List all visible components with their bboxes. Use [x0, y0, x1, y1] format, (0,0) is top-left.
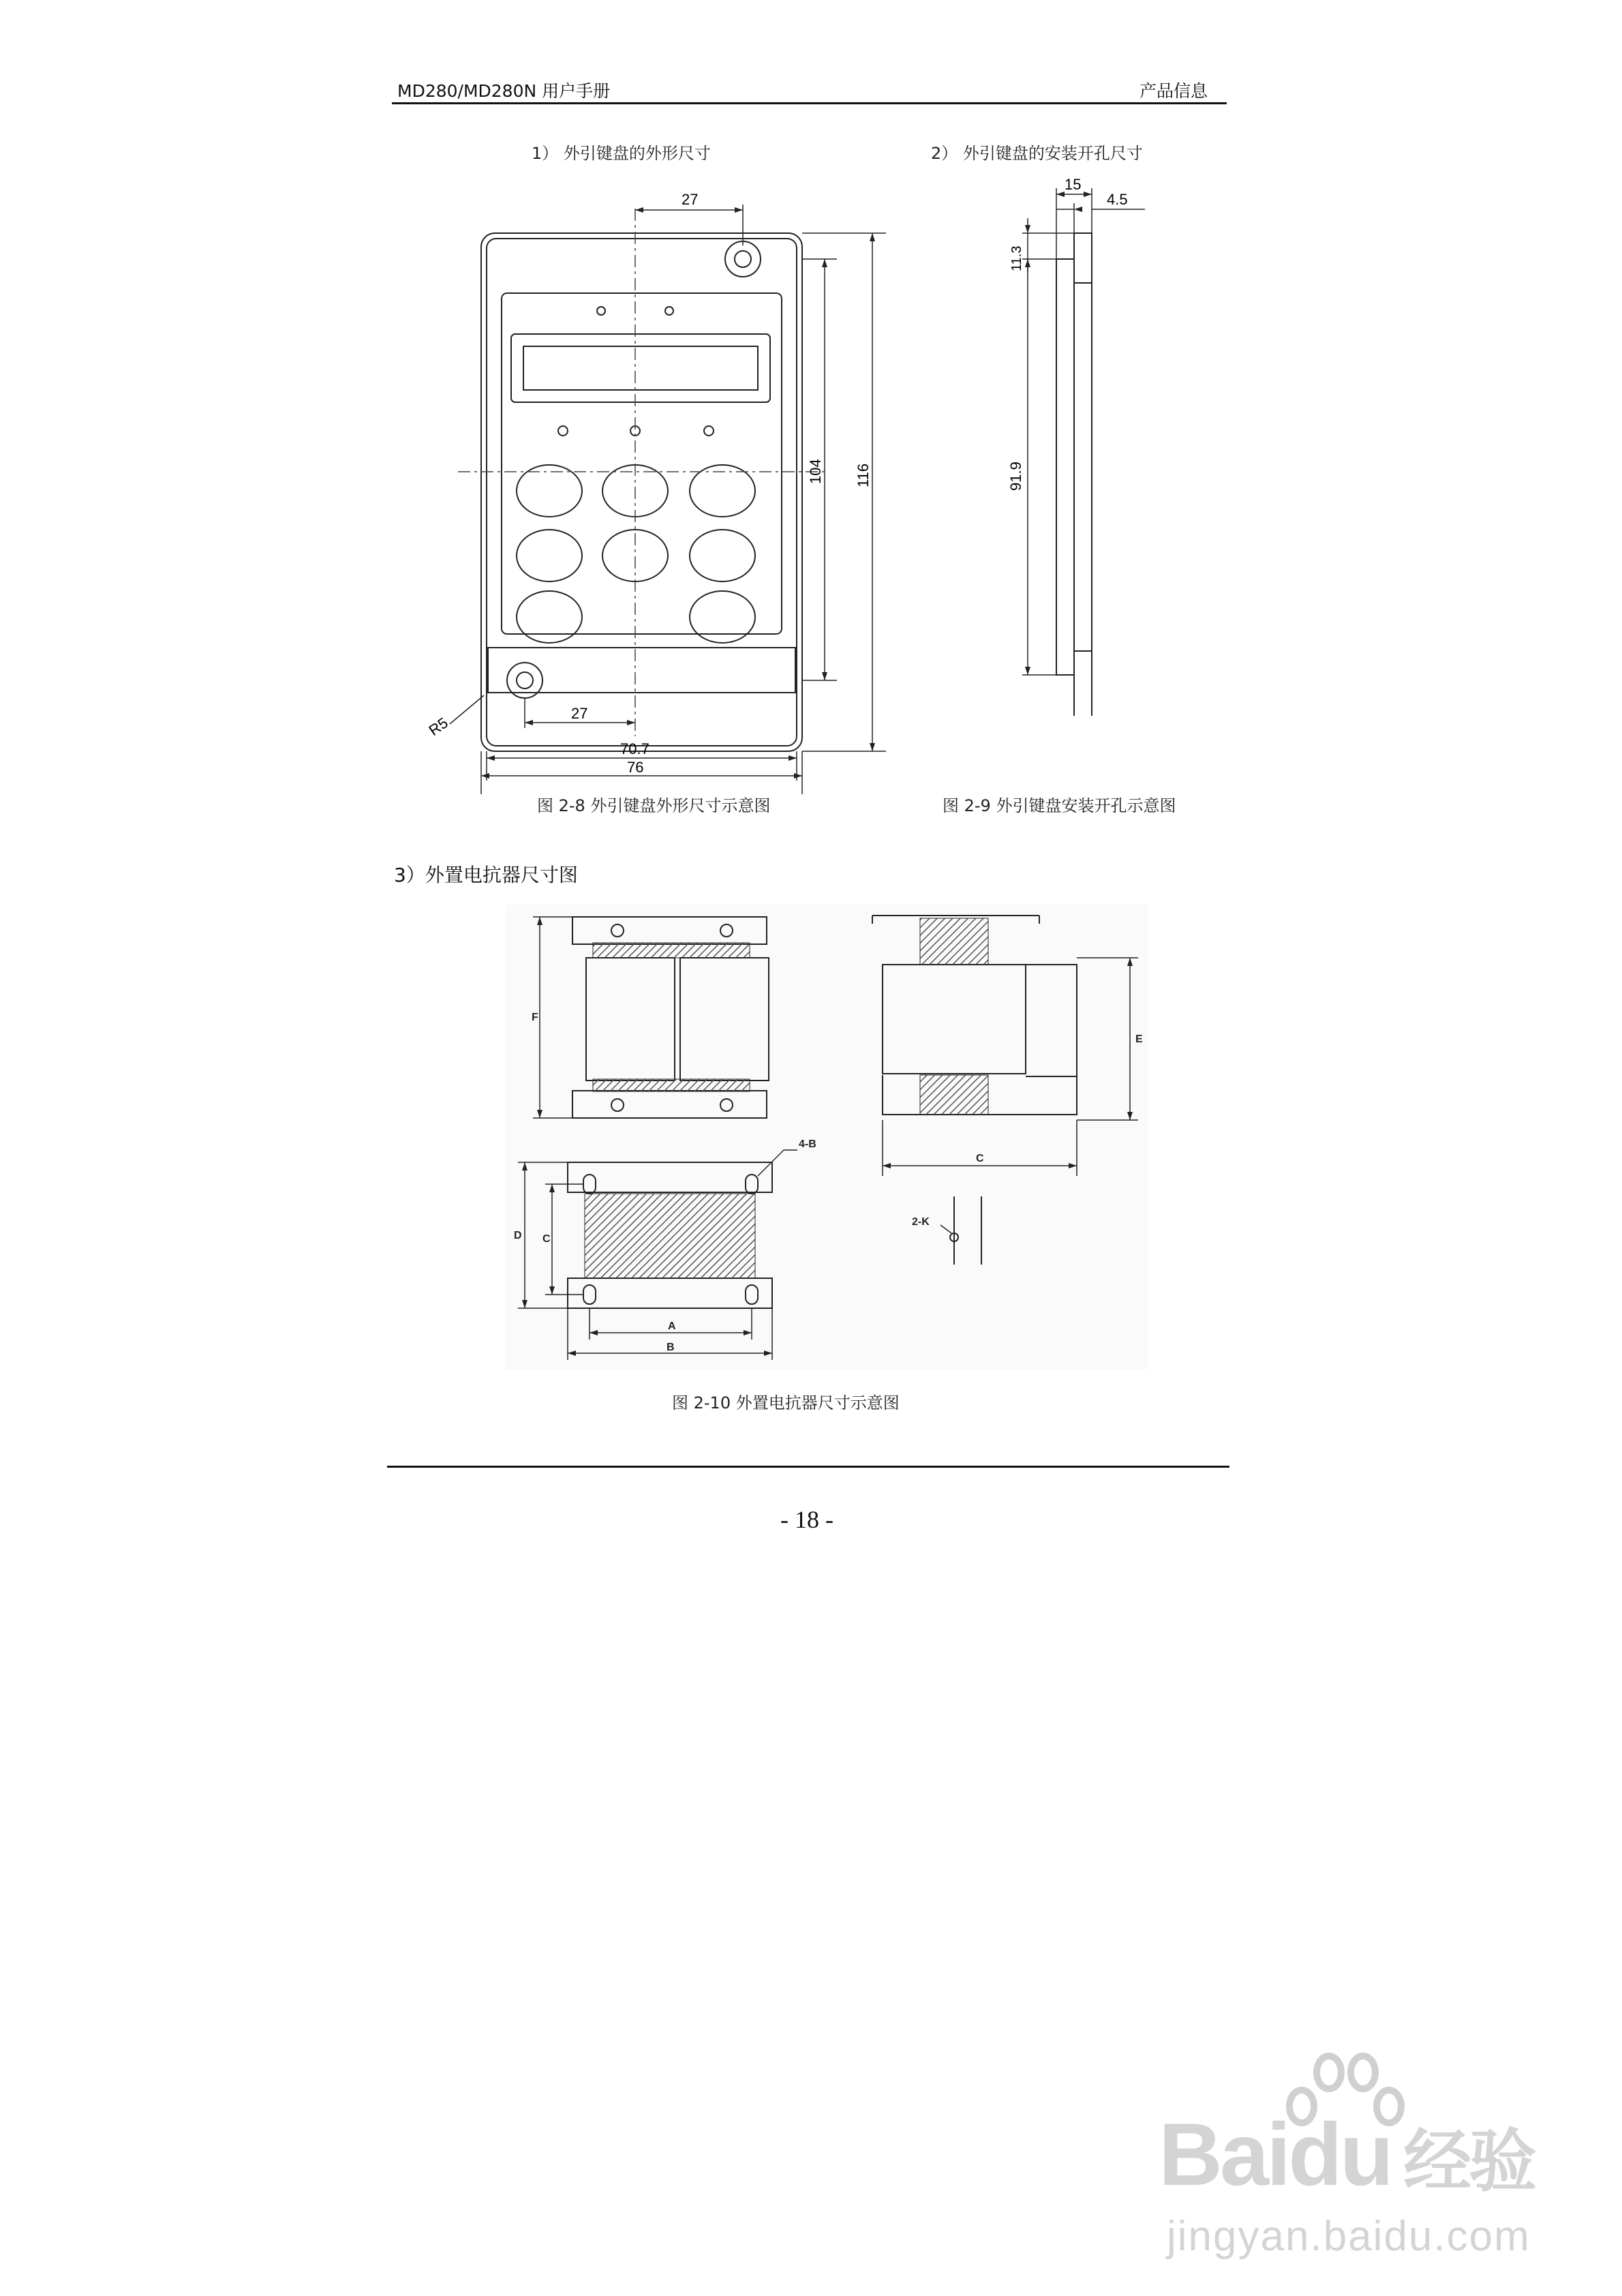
- label-d: D: [514, 1230, 522, 1241]
- dim-15: 15: [1065, 176, 1082, 193]
- header-left: MD280/MD280N 用户手册: [397, 81, 611, 101]
- label-c: C: [542, 1233, 551, 1245]
- page-number: - 18 -: [780, 1506, 833, 1533]
- dim-70-7: 70.7: [620, 740, 649, 757]
- watermark-brand: [1159, 2103, 1534, 2205]
- reactor-dimension-drawing: [504, 903, 1152, 1374]
- label-b: B: [667, 1342, 675, 1353]
- dim-bottom-27: 27: [571, 705, 588, 722]
- label-2k: 2-K: [912, 1216, 930, 1228]
- watermark-brand-cn: 经验: [1403, 2124, 1535, 2200]
- dim-116: 116: [855, 463, 872, 487]
- watermark-url: jingyan.baidu.com: [1167, 2213, 1531, 2260]
- watermark-brand-en: Baidu: [1159, 2104, 1392, 2204]
- fig3-caption: 图 2-10 外置电抗器尺寸示意图: [672, 1393, 900, 1413]
- footer-rule: [387, 1466, 1229, 1468]
- label-e: E: [1135, 1033, 1143, 1045]
- label-c-side: C: [976, 1153, 984, 1164]
- section3-title: 3）外置电抗器尺寸图: [394, 864, 578, 886]
- fig2-title: 2） 外引键盘的安装开孔尺寸: [931, 144, 1143, 163]
- label-a: A: [668, 1320, 676, 1332]
- header-right: 产品信息: [1139, 81, 1208, 101]
- fig1-caption: 图 2-8 外引键盘外形尺寸示意图: [537, 796, 771, 815]
- dim-4-5: 4.5: [1107, 191, 1128, 208]
- dim-top-27: 27: [682, 191, 699, 208]
- dim-76: 76: [627, 759, 644, 776]
- label-f: F: [532, 1012, 538, 1023]
- label-4b: 4-B: [799, 1138, 816, 1150]
- header-rule: [392, 102, 1227, 104]
- keypad-cutout-drawing: [981, 170, 1199, 716]
- dim-91-9: 91.9: [1007, 462, 1024, 491]
- dim-r5: R5: [425, 714, 451, 740]
- dim-11-3: 11.3: [1009, 245, 1024, 271]
- fig2-caption: 图 2-9 外引键盘安装开孔示意图: [943, 796, 1176, 815]
- dim-104: 104: [807, 459, 824, 484]
- fig1-title: 1） 外引键盘的外形尺寸: [532, 144, 711, 163]
- keypad-outline-drawing: [409, 170, 900, 804]
